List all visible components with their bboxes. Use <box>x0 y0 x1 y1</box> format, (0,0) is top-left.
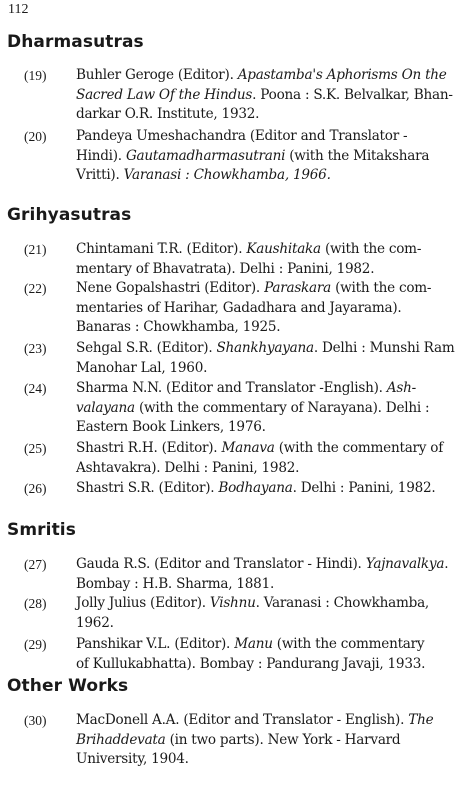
citation-line <box>76 418 450 438</box>
citation-line <box>76 439 450 459</box>
citation-line <box>76 555 450 575</box>
entry-number: (29) <box>24 637 47 652</box>
entry-citation <box>76 240 450 279</box>
citation-line <box>76 459 450 479</box>
entry-number: (30) <box>24 713 47 728</box>
entry-number: (21) <box>24 242 47 257</box>
section-heading-grihyasutras: Grihyasutras <box>7 205 132 225</box>
citation-text: Sharma N.N. (Editor and Translator -English). <box>76 380 387 396</box>
citation-text: 1962. <box>76 614 114 631</box>
page-number: 112 <box>8 2 29 17</box>
citation-text: Manohar Lal, 1960. <box>76 359 208 376</box>
section-heading-other-works: Other Works <box>7 676 129 696</box>
citation-text: Pandeya Umeshachandra (Editor and Translator - <box>76 128 408 144</box>
citation-line <box>76 66 450 86</box>
citation-line <box>76 750 450 770</box>
citation-text: (with the commentary <box>272 636 425 652</box>
citation-title: Shankhyayana <box>216 340 314 356</box>
citation-text: MacDonell A.A. (Editor and Translator - English). <box>76 712 409 728</box>
entry-citation <box>76 711 450 770</box>
citation-title: Manu <box>234 636 273 652</box>
citation-line <box>76 731 450 751</box>
citation-text: Hindi). <box>76 147 126 164</box>
entry-number: (20) <box>24 129 47 144</box>
citation-text: Shastri S.R. (Editor). <box>76 480 219 496</box>
citation-line <box>76 318 450 338</box>
entry-citation <box>76 594 450 633</box>
citation-text: . <box>444 556 449 572</box>
citation-text: Vritti). <box>76 167 124 183</box>
citation-text: Gauda R.S. (Editor and Translator - Hindi). <box>76 556 366 572</box>
citation-text: Shastri R.H. (Editor). <box>76 440 222 456</box>
citation-line <box>76 379 450 399</box>
citation-line <box>76 479 450 499</box>
citation-text: Eastern Book Linkers, 1976. <box>76 419 266 435</box>
citation-text: (with the com- <box>331 280 432 296</box>
citation-title: Yajnavalkya <box>365 556 445 572</box>
citation-text: (in two parts). New York - Harvard <box>165 731 401 748</box>
citation-text: of Kullukabhatta). Bombay : Pandurang Javaji, 1933. <box>76 655 426 672</box>
entry-citation <box>76 555 450 594</box>
citation-line <box>76 166 450 186</box>
citation-line <box>76 127 450 147</box>
citation-text: . Delhi : Munshi Ram <box>313 340 455 356</box>
citation-title: Ash- <box>386 380 416 396</box>
citation-text: Banaras : Chowkhamba, 1925. <box>76 319 281 335</box>
citation-line <box>76 614 450 634</box>
entry-citation <box>76 339 455 378</box>
entry-citation <box>76 439 450 478</box>
citation-title: Vishnu <box>209 595 256 611</box>
citation-text: University, 1904. <box>76 751 189 767</box>
entry-number: (28) <box>24 596 47 611</box>
citation-title: Varanasi : Chowkhamba, 1966. <box>123 167 331 183</box>
section-heading-dharmasutras: Dharmasutras <box>7 32 144 52</box>
citation-title: Apastamba's Aphorisms On the <box>237 67 447 83</box>
citation-line <box>76 635 450 655</box>
citation-text: Buhler Geroge (Editor). <box>76 67 238 83</box>
section-heading-smritis: Smritis <box>7 520 76 540</box>
citation-title: valayana <box>76 399 135 416</box>
citation-text: darkar O.R. Institute, 1932. <box>76 106 260 122</box>
citation-line <box>76 339 455 359</box>
citation-text: (with the commentary of Narayana). Delhi : <box>134 399 430 416</box>
citation-line <box>76 279 450 299</box>
citation-line <box>76 359 450 379</box>
entry-number: (25) <box>24 441 47 456</box>
citation-line <box>76 86 453 106</box>
citation-title: Gautamadharmasutrani <box>125 147 286 164</box>
entry-number: (22) <box>24 281 47 296</box>
citation-text: Ashtavakra). Delhi : Panini, 1982. <box>76 459 300 476</box>
citation-text: (with the com- <box>320 241 422 257</box>
citation-text: (with the commentary of <box>274 440 444 456</box>
citation-line <box>76 299 450 319</box>
entry-citation <box>76 479 450 499</box>
citation-title: Paraskara <box>264 280 331 296</box>
entry-citation <box>76 127 450 186</box>
entry-citation <box>76 66 453 125</box>
citation-text: . Varanasi : Chowkhamba, <box>255 595 429 611</box>
citation-title: Kaushitaka <box>246 241 321 257</box>
citation-title: Brihaddevata <box>76 731 166 748</box>
citation-line <box>76 655 450 675</box>
citation-line <box>76 260 450 280</box>
citation-text: mentary of Bhavatrata). Delhi : Panini, 1982. <box>76 260 375 277</box>
citation-text: Bombay : H.B. Sharma, 1881. <box>76 575 275 592</box>
citation-text: . Delhi : Panini, 1982. <box>292 480 436 496</box>
citation-line <box>76 105 450 125</box>
citation-title: Sacred Law Of the Hindus <box>76 86 253 103</box>
citation-line <box>76 575 450 595</box>
citation-text: Chintamani T.R. (Editor). <box>76 241 247 257</box>
citation-line <box>76 594 450 614</box>
entry-citation <box>76 635 450 674</box>
entry-citation <box>76 279 450 338</box>
entry-number: (23) <box>24 341 47 356</box>
citation-title: Bodhayana <box>218 480 293 496</box>
citation-line <box>76 711 450 731</box>
citation-text: Jolly Julius (Editor). <box>76 595 210 611</box>
citation-title: The <box>408 712 434 728</box>
citation-line <box>76 147 450 167</box>
citation-text: mentaries of Harihar, Gadadhara and Jayarama). <box>76 299 402 316</box>
entry-number: (26) <box>24 481 47 496</box>
citation-text: Sehgal S.R. (Editor). <box>76 340 217 356</box>
entry-number: (24) <box>24 381 47 396</box>
entry-number: (19) <box>24 68 47 83</box>
citation-title: Manava <box>221 440 275 456</box>
entry-number: (27) <box>24 557 47 572</box>
citation-line <box>76 399 450 419</box>
citation-line <box>76 240 450 260</box>
entry-citation <box>76 379 450 438</box>
citation-text: . Poona : S.K. Belvalkar, Bhan- <box>252 86 453 103</box>
citation-text: Nene Gopalshastri (Editor). <box>76 280 265 296</box>
citation-text: Panshikar V.L. (Editor). <box>76 636 235 652</box>
citation-text: (with the Mitakshara <box>285 147 430 164</box>
